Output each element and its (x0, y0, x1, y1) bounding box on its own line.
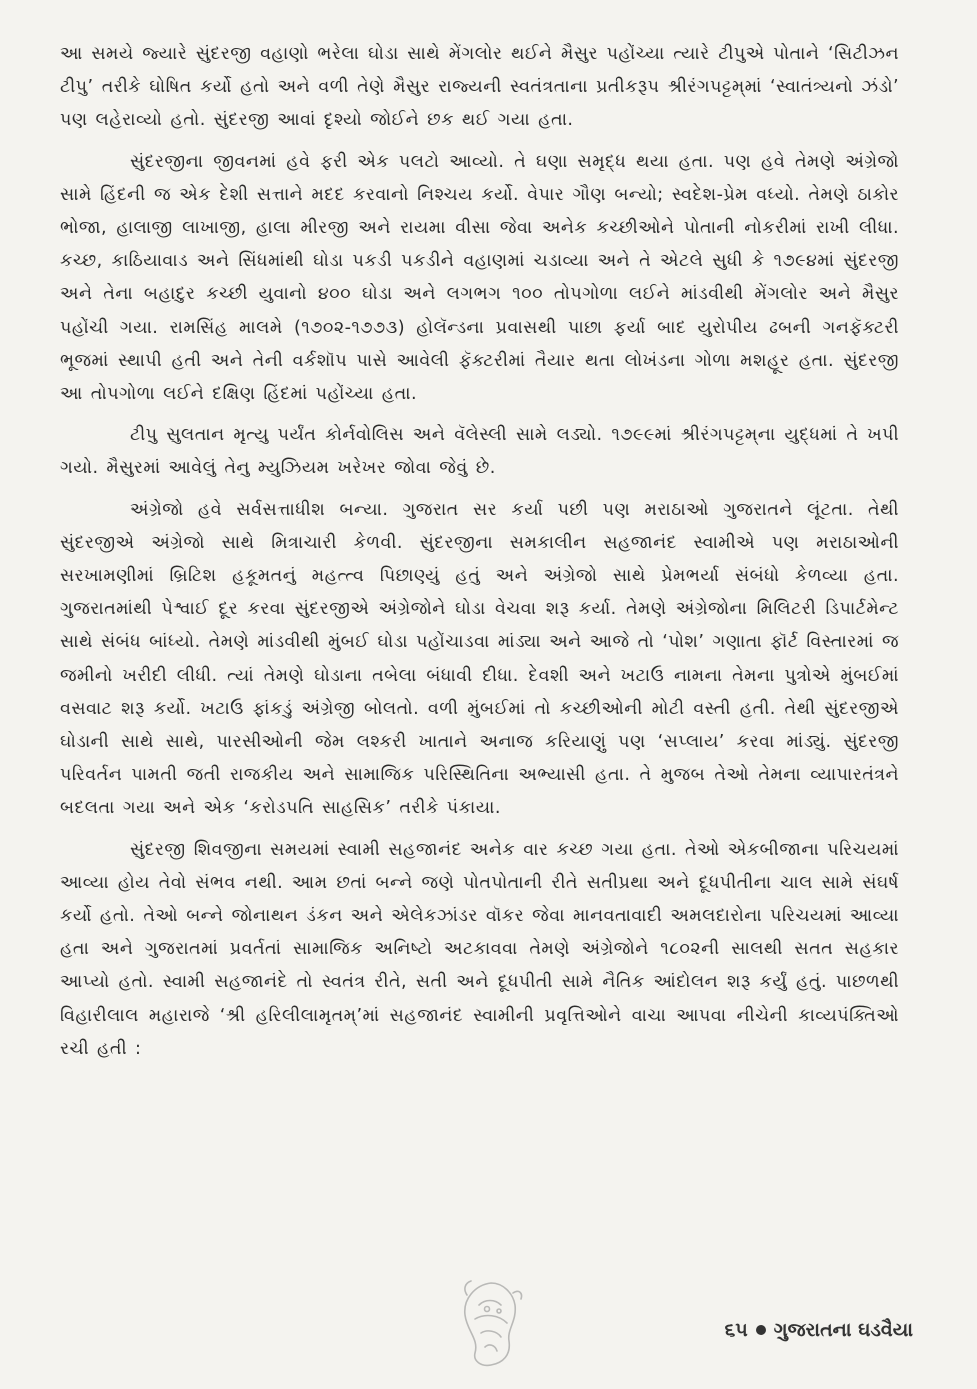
emblem-icon (445, 1275, 537, 1371)
paragraph-5: સુંદરજી શિવજીના સમયમાં સ્વામી સહજાનંદ અનેક વાર કચ્છ ગયા હતા. તેઓ એકબીજાના પરિચયમાં આવ્યા હોય તેવો સંભવ નથી. આમ છતાં બન્ને જણે પોતપોતાની રીતે સતીપ્રથા અને દૂધપીતીના ચાલ સામે સંઘર્ષ કર્યો હતો. તેઓ બન્ને જોનાથન ડંકન અને એલેકઝાંડર વૉકર જેવા માનવતાવાદી અમલદારોના પરિચયમાં આવ્યા હતા અને ગુજરાતમાં પ્રવર્તતાં સામાજિક અનિષ્ટો અટકાવવા તેમણે અંગ્રેજોને ૧૮૦૨ની સાલથી સતત સહકાર આપ્યો હતો. સ્વામી સહજાનંદે તો સ્વતંત્ર રીતે, સતી અને દૂધપીતી સામે નૈતિક આંદોલન શરૂ કર્યું હતું. પાછળથી વિહારીલાલ મહારાજે ‘શ્રી હરિલીલામૃતમ્’માં સહજાનંદ સ્વામીની પ્રવૃત્તિઓને વાચા આપવા નીચેની કાવ્યપંક્તિઓ રચી હતી : (60, 839, 899, 1059)
page-footer (0, 1259, 977, 1389)
paragraph-3: ટીપુ સુલતાન મૃત્યુ પર્યંત કોર્નવોલિસ અને વૅલેસ્લી સામે લડ્યો. ૧૭૯૯માં શ્રીરંગપટ્ટમ્‌ના યુદ્ધમાં તે ખપી ગયો. મૈસુરમાં આવેલું તેનુ મ્યુઝિયમ ખરેખર જોવા જેવું છે. (60, 425, 899, 479)
book-title: ગુજરાતના ઘડવૈયા (773, 1319, 913, 1341)
paragraph-1: આ સમયે જ્યારે સુંદરજી વહાણો ભરેલા ઘોડા સાથે મેંગલોર થઈને મૈસુર પહોંચ્યા ત્યારે ટીપુએ પોતાને ‘સિટીઝન ટીપુ’ તરીકે ઘોષિત કર્યો હતો અને વળી તેણે મૈસુર રાજ્યની સ્વતંત્રતાના પ્રતીકરૂપ શ્રીરંગપટ્ટમ્‌માં ‘સ્વાતંત્ર્યનો ઝંડો’ પણ લહેરાવ્યો હતો. સુંદરજી આવાં દૃશ્યો જોઈને છક થઈ ગયા હતા. (60, 44, 899, 131)
footer-running-head (725, 1319, 913, 1341)
bullet-icon (756, 1325, 766, 1335)
paragraph-2: સુંદરજીના જીવનમાં હવે ફરી એક પલટો આવ્યો. તે ઘણા સમૃદ્ધ થયા હતા. પણ હવે તેમણે અંગ્રેજો સામે હિંદની જ એક દેશી સત્તાને મદદ કરવાનો નિશ્ચય કર્યો. વેપાર ગૌણ બન્યો; સ્વદેશ-પ્રેમ વધ્યો. તેમણે ઠાકોર ભોજા, હાલાજી લાખાજી, હાલા મીરજી અને રાયમા વીસા જેવા અનેક કચ્છીઓને પોતાની નોકરીમાં રાખી લીધા. કચ્છ, કાઠિયાવાડ અને સિંધમાંથી ઘોડા પકડી પકડીને વહાણમાં ચડાવ્યા અને તે એટલે સુધી કે ૧૭૯૪માં સુંદરજી અને તેના બહાદુર કચ્છી યુવાનો ૪૦૦ ઘોડા અને લગભગ ૧૦૦ તોપગોળા લઈને માંડવીથી મેંગલોર અને મૈસુર પહોંચી ગયા. રામસિંહ માલમે (૧૭૦૨-૧૭૭૩) હોલૅન્ડના પ્રવાસથી પાછા ફર્યા બાદ યુરોપીય ઢબની ગનફૅક્ટરી ભૂજમાં સ્થાપી હતી અને તેની વર્કશૉપ પાસે આવેલી ફૅક્ટરીમાં તૈયાર થતા લોખંડના ગોળા મશહૂર હતા. સુંદરજી આ તોપગોળા લઈને દક્ષિણ હિંદમાં પહોંચ્યા હતા. (60, 151, 899, 405)
paragraph-4: અંગ્રેજો હવે સર્વસત્તાધીશ બન્યા. ગુજરાત સર કર્યા પછી પણ મરાઠાઓ ગુજરાતને લૂંટતા. તેથી સુંદરજીએ અંગ્રેજો સાથે મિત્રાચારી કેળવી. સુંદરજીના સમકાલીન સહજાનંદ સ્વામીએ પણ મરાઠાઓની સરખામણીમાં બ્રિટિશ હકૂમતનું મહત્ત્વ પિછાણ્યું હતું અને અંગ્રેજો સાથે પ્રેમભર્યા સંબંધો કેળવ્યા હતા. ગુજરાતમાંથી પેશ્વાઈ દૂર કરવા સુંદરજીએ અંગ્રેજોને ઘોડા વેચવા શરૂ કર્યા. તેમણે અંગ્રેજોના મિલિટરી ડિપાર્ટમેન્ટ સાથે સંબંધ બાંધ્યો. તેમણે માંડવીથી મુંબઈ ઘોડા પહોંચાડવા માંડ્યા અને આજે તો ‘પોશ’ ગણાતા ફૉર્ટ વિસ્તારમાં જ જમીનો ખરીદી લીધી. ત્યાં તેમણે ઘોડાના તબેલા બંધાવી દીધા. દેવશી અને ખટાઉ નામના તેમના પુત્રોએ મુંબઈમાં વસવાટ શરૂ કર્યો. ખટાઉ ફાંકડું અંગ્રેજી બોલતો. વળી મુંબઈમાં તો કચ્છીઓની મોટી વસ્તી હતી. તેથી સુંદરજીએ ઘોડાની સાથે સાથે, પારસીઓની જેમ લશ્કરી ખાતાને અનાજ કરિયાણું પણ ‘સપ્લાય’ કરવા માંડ્યું. સુંદરજી પરિવર્તન પામતી જતી રાજકીય અને સામાજિક પરિસ્થિતિના અભ્યાસી હતા. તે મુજબ તેઓ તેમના વ્યાપારતંત્રને બદલતા ગયા અને એક ‘કરોડપતિ સાહસિક’ તરીકે પંકાયા. (60, 499, 899, 819)
page-number: ૬૫ (724, 1319, 748, 1341)
